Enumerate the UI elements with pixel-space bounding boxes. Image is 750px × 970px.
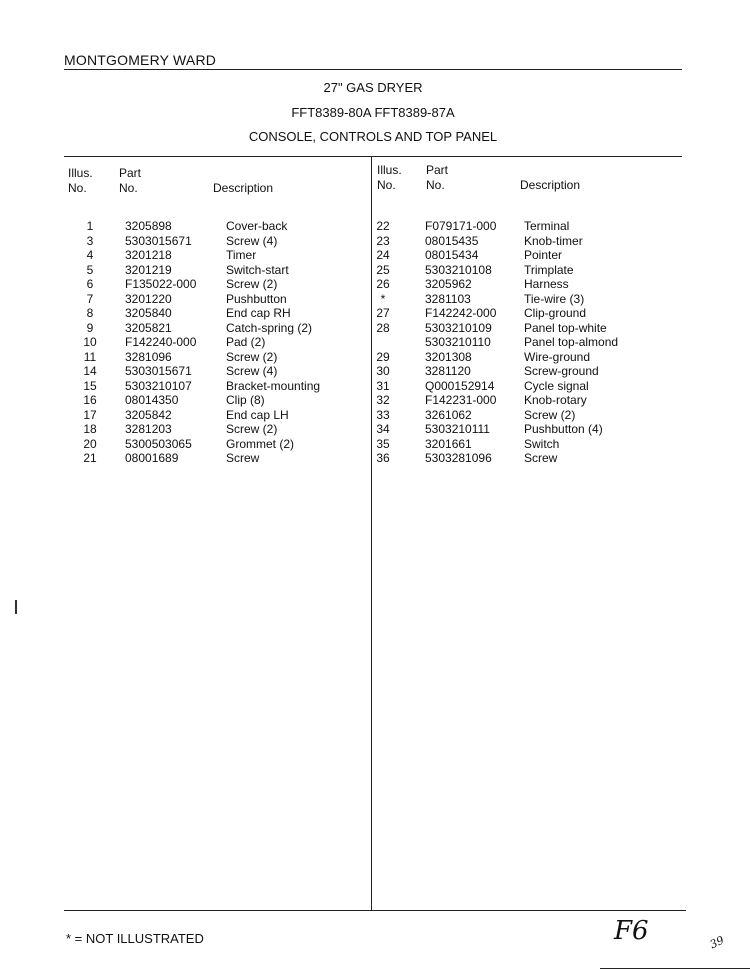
- part-number: 3201219: [125, 262, 172, 277]
- part-number: 08015435: [425, 233, 479, 248]
- header-rule: [64, 156, 682, 157]
- illus-number: 8: [86, 306, 94, 320]
- handwritten-mark: F6: [614, 916, 649, 946]
- right-part-header: [426, 163, 448, 193]
- part-description: Screw: [226, 451, 260, 465]
- illus-number: 34: [376, 422, 390, 436]
- illus-number: 32: [376, 393, 390, 407]
- part-description: Cycle signal: [524, 378, 589, 393]
- part-number: 3281103: [425, 291, 471, 306]
- part-number: 5303015671: [125, 364, 192, 378]
- part-description: End cap RH: [226, 306, 291, 320]
- part-description: Trimplate: [524, 262, 574, 277]
- illus-number: 15: [83, 378, 97, 393]
- part-description: Knob-rotary: [524, 393, 587, 407]
- parts-row: [368, 219, 668, 234]
- part-number: F142240-000: [125, 335, 197, 349]
- part-description: Screw (2): [226, 349, 278, 364]
- part-header-line2: No.: [119, 181, 138, 195]
- left-description-header: Description: [213, 181, 274, 195]
- illus-header-line1: Illus.: [68, 166, 93, 180]
- parts-row: [75, 277, 375, 292]
- part-description: End cap LH: [226, 407, 289, 422]
- right-illus-header: [377, 163, 402, 193]
- illus-number: 3: [86, 233, 94, 248]
- illus-number: 36: [376, 451, 390, 465]
- part-description: Clip (8): [226, 393, 265, 407]
- part-description: Screw (2): [226, 277, 278, 291]
- part-number: 3205898: [125, 219, 172, 233]
- illus-number: 1: [86, 219, 94, 233]
- part-header-line1: Part: [119, 166, 142, 180]
- parts-row: [75, 248, 375, 263]
- part-number: Q000152914: [425, 378, 495, 393]
- parts-row: [75, 437, 375, 452]
- part-number: 3205840: [125, 306, 172, 320]
- illus-number: 27: [376, 306, 390, 320]
- parts-row: [75, 219, 375, 234]
- part-number: 3201661: [425, 436, 472, 451]
- parts-row: [368, 321, 668, 336]
- part-description: Pushbutton: [226, 291, 287, 306]
- illus-header-line2: No.: [377, 178, 396, 192]
- parts-row: [75, 393, 375, 408]
- illus-number: 33: [376, 407, 390, 422]
- brand-name: MONTGOMERY WARD: [64, 52, 217, 68]
- part-number: F142231-000: [425, 393, 497, 407]
- part-description: Pushbutton (4): [524, 422, 603, 436]
- illus-number: 31: [376, 378, 390, 393]
- part-description: Wire-ground: [524, 349, 591, 364]
- part-description: Harness: [524, 277, 569, 291]
- footer-rule: [64, 910, 686, 911]
- part-header-line2: No.: [426, 178, 445, 192]
- part-number: 5303015671: [125, 233, 192, 248]
- part-number: 3281120: [425, 364, 471, 378]
- parts-row: [368, 335, 668, 350]
- part-description: Tie-wire (3): [524, 291, 585, 306]
- illus-number: 16: [83, 393, 97, 407]
- parts-row: [368, 277, 668, 292]
- part-description: Terminal: [524, 219, 570, 233]
- parts-row: [75, 234, 375, 249]
- left-parts-table: [75, 219, 370, 479]
- parts-row: [75, 350, 375, 365]
- parts-row: [368, 422, 668, 437]
- part-number: 3261062: [425, 407, 472, 422]
- parts-row: [75, 408, 375, 423]
- parts-row: [368, 364, 668, 379]
- parts-row: [75, 379, 375, 394]
- illus-number: *: [380, 291, 386, 306]
- parts-row: [368, 437, 668, 452]
- illus-number: 30: [376, 364, 390, 378]
- part-number: 3281203: [125, 422, 172, 436]
- illus-number: 9: [86, 320, 94, 335]
- part-description: Panel top-white: [524, 320, 607, 335]
- part-number: 3201218: [125, 248, 172, 262]
- parts-row: [75, 263, 375, 278]
- parts-row: [368, 306, 668, 321]
- parts-row: [368, 292, 668, 307]
- part-description: Pointer: [524, 248, 563, 262]
- handwritten-page-note: 39: [707, 933, 727, 952]
- part-description: Screw (2): [524, 407, 576, 422]
- parts-row: [75, 451, 375, 466]
- illus-number: 29: [376, 349, 390, 364]
- illus-number: 28: [376, 320, 390, 335]
- part-description: Pad (2): [226, 335, 266, 349]
- parts-row: [75, 422, 375, 437]
- illus-number: 24: [376, 248, 390, 262]
- illus-number: 7: [86, 291, 94, 306]
- illus-number: 25: [376, 262, 390, 277]
- part-number: 5303210110: [425, 335, 491, 349]
- part-description: Screw: [524, 451, 558, 465]
- parts-row: [75, 335, 375, 350]
- illus-header-line2: No.: [68, 181, 87, 195]
- part-number: 3201308: [425, 349, 472, 364]
- parts-row: [368, 451, 668, 466]
- illus-number: 10: [83, 335, 97, 349]
- part-description: Screw (2): [226, 422, 278, 436]
- part-header-line1: Part: [426, 163, 449, 177]
- parts-row: [368, 408, 668, 423]
- illus-number: 23: [376, 233, 390, 248]
- parts-row: [368, 263, 668, 278]
- brand-rule: [64, 69, 682, 70]
- part-number: 3281096: [125, 349, 172, 364]
- illus-number: 11: [83, 349, 97, 364]
- scan-mark: [15, 600, 17, 614]
- bottom-edge-rule: [600, 968, 750, 969]
- parts-row: [368, 248, 668, 263]
- parts-row: [368, 393, 668, 408]
- part-number: 5303210111: [425, 422, 490, 436]
- part-number: 5303210107: [125, 378, 192, 393]
- parts-row: [75, 321, 375, 336]
- part-number: 3205962: [425, 277, 472, 291]
- illus-number: 4: [86, 248, 94, 262]
- parts-row: [75, 364, 375, 379]
- parts-row: [368, 234, 668, 249]
- part-description: Cover-back: [226, 219, 288, 233]
- illus-number: 26: [376, 277, 390, 291]
- illus-number: 22: [376, 219, 390, 233]
- part-number: 5303210108: [425, 262, 492, 277]
- part-description: Clip-ground: [524, 306, 587, 320]
- illus-number: 35: [376, 436, 390, 451]
- illus-number: 14: [83, 364, 97, 378]
- part-number: F142242-000: [425, 306, 497, 320]
- right-description-header: Description: [520, 178, 581, 192]
- left-illus-header: [68, 166, 93, 196]
- part-description: Grommet (2): [226, 436, 295, 451]
- parts-row: [75, 306, 375, 321]
- illus-number: 6: [86, 277, 94, 291]
- part-description: Bracket-mounting: [226, 378, 321, 393]
- parts-row: [368, 350, 668, 365]
- part-description: Screw (4): [226, 364, 278, 378]
- part-number: 08001689: [125, 451, 179, 465]
- illus-number: 17: [83, 407, 97, 422]
- model-numbers: FFT8389-80A FFT8389-87A: [291, 105, 455, 120]
- illus-number: 18: [83, 422, 97, 436]
- illus-number: 5: [86, 262, 94, 277]
- part-number: 5300503065: [125, 436, 192, 451]
- part-number: 3205842: [125, 407, 172, 422]
- illus-header-line1: Illus.: [377, 163, 402, 177]
- part-number: F079171-000: [425, 219, 497, 233]
- section-title: CONSOLE, CONTROLS AND TOP PANEL: [248, 129, 498, 144]
- part-description: Knob-timer: [524, 233, 583, 248]
- illus-number: 20: [83, 436, 97, 451]
- part-description: Screw-ground: [524, 364, 599, 378]
- part-number: 08014350: [125, 393, 179, 407]
- illus-number: 21: [83, 451, 97, 465]
- not-illustrated-note: * = NOT ILLUSTRATED: [66, 931, 204, 946]
- part-number: 3201220: [125, 291, 172, 306]
- part-description: Panel top-almond: [524, 335, 619, 349]
- part-description: Switch: [524, 436, 560, 451]
- document-title: 27" GAS DRYER: [323, 80, 423, 95]
- left-part-header: [119, 166, 141, 196]
- part-number: 5303210109: [425, 320, 492, 335]
- part-number: 08015434: [425, 248, 479, 262]
- right-parts-table: [368, 219, 668, 479]
- part-description: Screw (4): [226, 233, 278, 248]
- part-description: Timer: [226, 248, 257, 262]
- part-description: Switch-start: [226, 262, 289, 277]
- part-number: 3205821: [125, 320, 172, 335]
- part-description: Catch-spring (2): [226, 320, 313, 335]
- part-number: F135022-000: [125, 277, 197, 291]
- part-number: 5303281096: [425, 451, 492, 465]
- parts-row: [75, 292, 375, 307]
- parts-row: [368, 379, 668, 394]
